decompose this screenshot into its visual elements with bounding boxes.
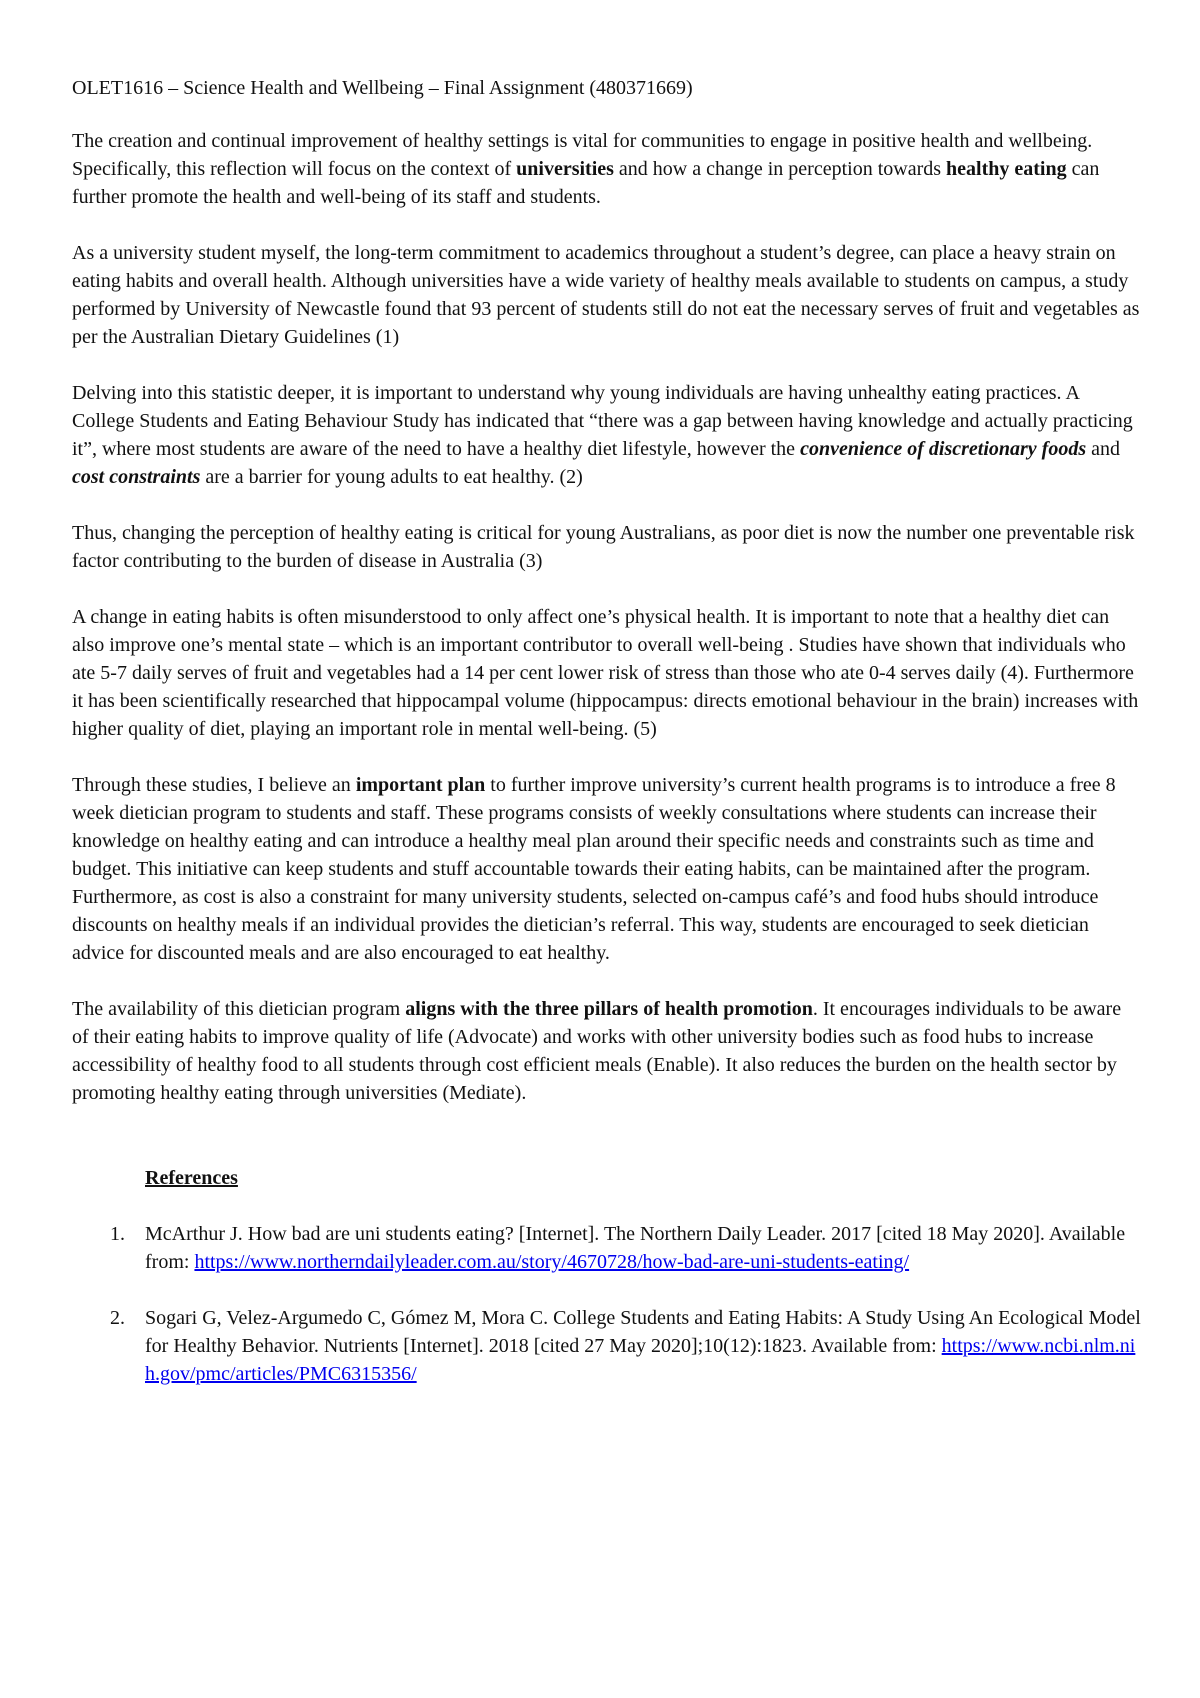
paragraph-plan (72, 771, 1142, 967)
references-title: References (145, 1167, 238, 1189)
emphasis-healthy-eating: healthy eating (946, 158, 1067, 180)
paragraph-statistic-text-a: Delving into this statistic deeper, it is important to understand why young individuals are having unhealthy eating practices. A College Students and Eating Behaviour Study has indicated that “there was a gap between having knowledge and actually practicing it”, where most students are aware of the need to have a healthy diet lifestyle, however the (72, 382, 1133, 460)
emphasis-convenience: convenience of discretionary foods (800, 438, 1087, 460)
emphasis-universities: universities (516, 158, 614, 180)
reference-number: 2. (110, 1307, 125, 1329)
paragraph-intro-text-a: The creation and continual improvement of healthy settings is vital for communities to engage in positive health and wellbeing. Specifically, this reflection will focus on the context of (72, 130, 1093, 180)
paragraph-student-context: As a university student myself, the long-term commitment to academics throughout a student’s degree, can place a heavy strain on eating habits and overall health. Although universities have a wide variety of healthy meals available to students on campus, a study performed by University of Newcastle found that 93 percent of students still do not eat the necessary serves of fruit and vegetables as per the Australian Dietary Guidelines (1) (72, 242, 1140, 348)
references-list (72, 1220, 1142, 1388)
emphasis-important-plan: important plan (355, 774, 486, 796)
reference-link[interactable]: https://www.ncbi.nlm.nih.gov/pmc/articles/PMC6315356/ (145, 1335, 1136, 1385)
document-body (72, 74, 1142, 1416)
emphasis-three-pillars: aligns with the three pillars of health promotion (405, 998, 813, 1020)
reference-item (72, 1304, 1142, 1388)
paragraph-plan-text-c: to further improve university’s current health programs is to introduce a free 8 week dietician program to students and staff. These programs consists of weekly consultations where students can increase their knowledge on healthy eating and can introduce a healthy meal plan around their specific needs and constraints such as time and budget. This initiative can keep students and stuff accountable towards their eating habits, can be maintained after the program. Furthermore, as cost is also a constraint for many university students, selected on-campus café’s and food hubs should introduce discounts on healthy meals if an individual provides the dietician’s referral. This way, students are encouraged to seek dietician advice for discounted meals and are also encouraged to eat healthy. (72, 774, 1116, 964)
reference-link[interactable]: https://www.northerndailyleader.com.au/story/4670728/how-bad-are-uni-students-eating/ (194, 1251, 910, 1273)
reference-text: Sogari G, Velez-Argumedo C, Gómez M, Mora C. College Students and Eating Habits: A Study Using An Ecological Model for Healthy Behavior. Nutrients [Internet]. 2018 [cited 27 May 2020];10(12):1823. Available from: (145, 1307, 1141, 1357)
paragraph-statistic (72, 379, 1142, 491)
paragraph-intro-text-d: can further promote the health and well-being of its staff and students. (72, 158, 1100, 208)
paragraph-intro (72, 127, 1142, 211)
paragraph-statistic-text-c: and (1086, 438, 1121, 460)
reference-text: McArthur J. How bad are uni students eating? [Internet]. The Northern Daily Leader. 2017 [cited 18 May 2020]. Available from: (145, 1223, 1126, 1273)
emphasis-cost-constraints: cost constraints (72, 466, 201, 488)
paragraph-mental-health: A change in eating habits is often misunderstood to only affect one’s physical health. It is important to note that a healthy diet can also improve one’s mental state – which is an important contributor to overall well-being . Studies have shown that individuals who ate 5-7 daily serves of fruit and vegetables had a 14 per cent lower risk of stress than those who ate 0-4 serves daily (4). Furthermore it has been scientifically researched that hippocampal volume (hippocampus: directs emotional behaviour in the brain) increases with higher quality of diet, playing an important role in mental well-being. (5) (72, 606, 1139, 740)
document-heading: OLET1616 – Science Health and Wellbeing – Final Assignment (480371669) (72, 77, 693, 99)
paragraph-statistic-text-d: are a barrier for young adults to eat healthy. (2) (200, 466, 583, 488)
paragraph-pillars-text-c: . It encourages individuals to be aware of their eating habits to improve quality of life (Advocate) and works with other university bodies such as food hubs to increase accessibility of healthy food to all students through cost efficient meals (Enable). It also reduces the burden on the health sector by promoting healthy eating through universities (Mediate). (72, 998, 1122, 1104)
reference-item (72, 1220, 1142, 1276)
paragraph-pillars (72, 995, 1142, 1107)
paragraph-pillars-text-a: The availability of this dietician program (72, 998, 406, 1020)
paragraph-perception: Thus, changing the perception of healthy eating is critical for young Australians, as poor diet is now the number one preventable risk factor contributing to the burden of disease in Australia (3) (72, 522, 1135, 572)
paragraph-plan-text-a: Through these studies, I believe an (72, 774, 356, 796)
paragraph-intro-text-c: and how a change in perception towards (613, 158, 947, 180)
reference-number: 1. (110, 1223, 125, 1245)
